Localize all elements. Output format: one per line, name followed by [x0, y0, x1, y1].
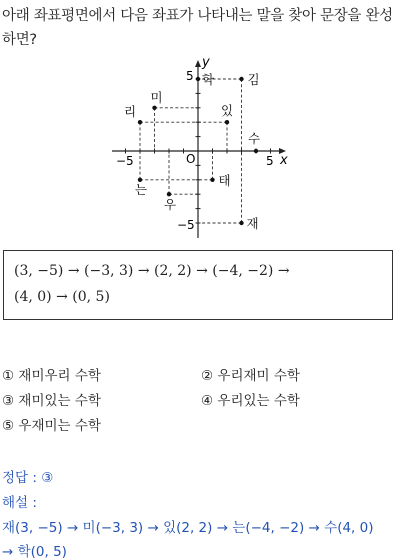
y-axis-label: y [202, 55, 210, 70]
x-tick-label-neg5: −5 [116, 154, 134, 168]
point-label: 리 [124, 104, 137, 120]
option-number: ④ [201, 393, 214, 409]
point-dot [138, 120, 142, 124]
option-text: 우재미는 수학 [18, 418, 101, 434]
option-3[interactable] [2, 389, 101, 409]
option-text: 재미우리 수학 [18, 368, 101, 384]
question-text: 아래 좌표평면에서 다음 좌표가 나타내는 말을 찾아 문장을 완성하면? [2, 8, 393, 48]
option-text: 우리있는 수학 [217, 393, 300, 409]
point-label: 학 [202, 72, 215, 87]
point-label: 김 [247, 72, 260, 87]
point-dot [210, 178, 214, 182]
point-dot [152, 106, 156, 110]
sequence-line-1: (3, −5) → (−3, 3) → (2, 2) → (−4, −2) → [14, 263, 290, 279]
answer-label: 정답 : [2, 470, 42, 486]
x-axis-label: x [280, 153, 288, 168]
sequence-line-2: (4, 0) → (0, 5) [14, 289, 110, 305]
option-number: ② [201, 368, 214, 384]
point-label: 미 [150, 89, 163, 105]
option-text: 우리재미 수학 [217, 368, 300, 384]
point-dot [239, 221, 243, 225]
point-dot [225, 120, 229, 124]
point-dot [254, 149, 258, 153]
option-number: ③ [2, 393, 15, 409]
point-label: 재 [246, 216, 259, 231]
coordinate-sequence-box [3, 250, 393, 320]
option-1[interactable] [2, 364, 101, 384]
answer-value: ③ [41, 470, 54, 486]
point-dot [167, 192, 171, 196]
point-label: 우 [164, 197, 177, 213]
option-4[interactable] [201, 389, 300, 409]
point-label: 는 [135, 181, 148, 197]
point-dot [239, 77, 243, 81]
option-5[interactable] [2, 414, 101, 434]
y-tick-label-neg5: −5 [177, 218, 195, 232]
origin-label: O [186, 152, 196, 166]
point-label: 있 [221, 103, 234, 119]
option-text: 재미있는 수학 [18, 393, 101, 409]
point-dot [196, 77, 200, 81]
y-tick-label-pos5: 5 [186, 69, 194, 83]
option-2[interactable] [201, 364, 300, 384]
y-axis-arrow [195, 60, 201, 67]
explanation-label: 해설 : [2, 495, 37, 511]
x-tick-label-pos5: 5 [266, 154, 274, 168]
option-number: ⑤ [2, 418, 15, 434]
explanation-line-2: → 학(0, 5) [2, 544, 67, 560]
explanation-line-1: 재(3, −5) → 미(−3, 3) → 있(2, 2) → 는(−4, −2) → 수(4, 0) [2, 520, 374, 536]
answer-line [2, 466, 53, 486]
point-label: 태 [218, 172, 231, 188]
point-label: 수 [248, 131, 261, 146]
coordinate-plane [0, 0, 400, 245]
option-number: ① [2, 368, 15, 384]
